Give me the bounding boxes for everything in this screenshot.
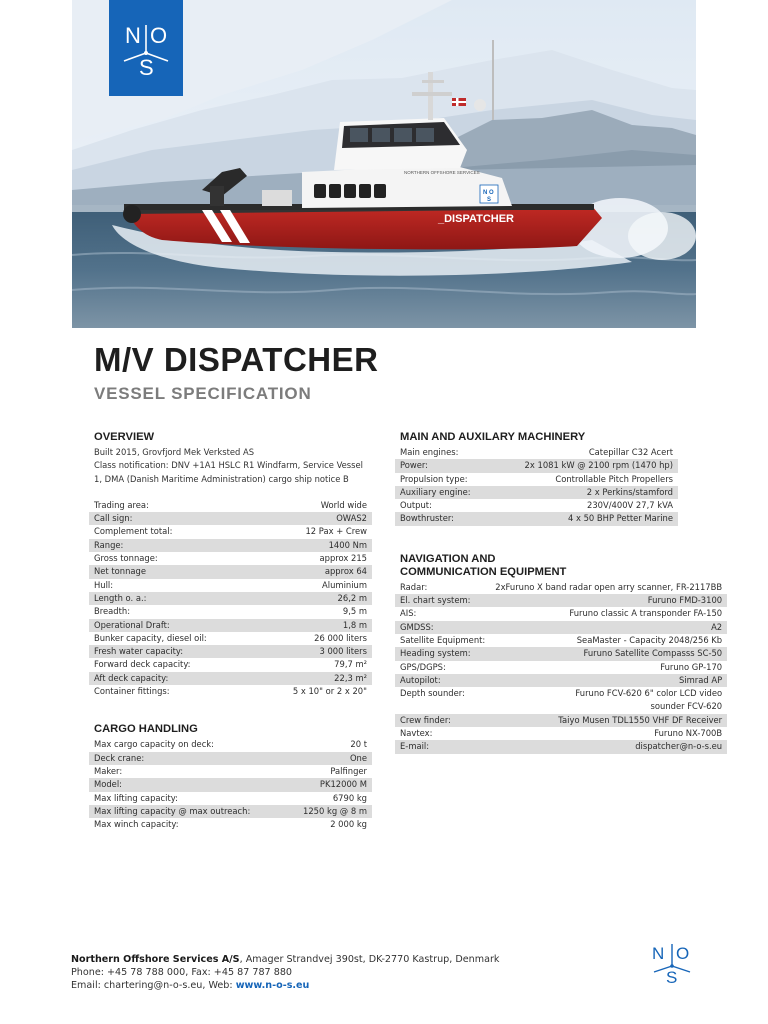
spec-value: 20 t bbox=[350, 739, 367, 750]
spec-value: PK12000 M bbox=[285, 778, 372, 791]
spec-label: Fresh water capacity: bbox=[89, 645, 257, 658]
spec-row bbox=[395, 714, 727, 727]
spec-label: Crew finder: bbox=[395, 714, 490, 727]
cabin-lettering: NORTHERN OFFSHORE SERVICES bbox=[404, 170, 480, 175]
logo-letter-s: S bbox=[139, 55, 154, 80]
spec-value: Controllable Pitch Propellers bbox=[555, 473, 673, 484]
top-logo bbox=[109, 0, 183, 96]
spec-value: Palfinger bbox=[330, 765, 367, 776]
spec-value: 26,2 m bbox=[257, 592, 372, 605]
spec-row bbox=[395, 594, 727, 607]
footer-address-line bbox=[71, 953, 631, 966]
spec-value: OWAS2 bbox=[257, 512, 372, 525]
spec-label: Hull: bbox=[94, 579, 114, 590]
spec-row bbox=[89, 552, 372, 565]
spec-value: 79,7 m² bbox=[334, 659, 367, 670]
navigation-heading-line: COMMUNICATION EQUIPMENT bbox=[400, 565, 567, 578]
spec-row bbox=[395, 687, 727, 714]
spec-row bbox=[89, 818, 372, 831]
website-link[interactable]: www.n-o-s.eu bbox=[235, 980, 310, 992]
footer-contact bbox=[71, 953, 631, 993]
company-address: , Amager Strandvej 390st, DK-2770 Kastrup, Denmark bbox=[239, 954, 500, 965]
spec-row bbox=[89, 579, 372, 592]
spec-row bbox=[89, 632, 372, 645]
spec-value: SeaMaster - Capacity 2048/256 Kb bbox=[576, 634, 723, 645]
machinery-table bbox=[395, 446, 678, 526]
spec-label: Output: bbox=[400, 500, 432, 511]
spec-row bbox=[395, 499, 678, 512]
overview-heading: OVERVIEW bbox=[94, 431, 155, 443]
spec-label: Operational Draft: bbox=[89, 619, 257, 632]
spec-label: Depth sounder: bbox=[400, 688, 465, 699]
spec-value: approx 215 bbox=[319, 553, 367, 564]
spec-label: Auxiliary engine: bbox=[395, 486, 490, 499]
spec-label: Length o. a.: bbox=[89, 592, 257, 605]
spec-label: GPS/DGPS: bbox=[400, 661, 446, 672]
spec-label: Autopilot: bbox=[395, 674, 490, 687]
spec-row bbox=[395, 727, 727, 740]
spec-value: 12 Pax + Crew bbox=[305, 526, 367, 537]
spec-value: Furuno classic A transponder FA-150 bbox=[569, 608, 723, 619]
spec-label: Gross tonnage: bbox=[94, 553, 158, 564]
spec-row bbox=[89, 512, 372, 525]
spec-row bbox=[395, 674, 727, 687]
spec-label: Breadth: bbox=[94, 606, 131, 617]
spec-row bbox=[395, 459, 678, 472]
spec-row bbox=[89, 645, 372, 658]
vessel-name: M/V DISPATCHER bbox=[94, 341, 379, 378]
spec-label: Range: bbox=[89, 539, 257, 552]
email-text: Email: chartering@n-o-s.eu, Web: bbox=[71, 980, 236, 992]
spec-value: 2 000 kg bbox=[330, 819, 367, 830]
spec-label: Bunker capacity, diesel oil: bbox=[94, 632, 207, 643]
spec-value: approx 64 bbox=[257, 565, 372, 578]
footer-phone-line: Phone: +45 78 788 000, Fax: +45 87 787 880 bbox=[71, 967, 293, 979]
spec-value: 2xFuruno X band radar open arry scanner, FR-2117BB bbox=[495, 581, 723, 592]
spec-value: Taiyo Musen TDL1550 VHF DF Receiver bbox=[490, 714, 727, 727]
spec-value: Furuno FMD-3100 bbox=[490, 594, 727, 607]
spec-label: Maker: bbox=[94, 765, 123, 776]
spec-value: Furuno FCV-620 6" color LCD video sounder FCV-620 bbox=[575, 688, 723, 712]
spec-row bbox=[89, 792, 372, 805]
spec-value: A2 bbox=[490, 621, 727, 634]
intro-line: Class notification: DNV +1A1 HSLC R1 Windfarm, Service Vessel bbox=[94, 460, 364, 471]
spec-row bbox=[89, 738, 372, 751]
footer-logo-icon bbox=[648, 940, 696, 986]
spec-value: 3 000 liters bbox=[257, 645, 372, 658]
spec-value: 2 x Perkins/stamford bbox=[490, 486, 678, 499]
spec-value: 6790 kg bbox=[332, 792, 367, 803]
spec-row bbox=[395, 661, 727, 674]
spec-label: Heading system: bbox=[395, 647, 490, 660]
company-name: Northern Offshore Services A/S bbox=[71, 954, 240, 965]
overview-intro bbox=[89, 446, 372, 486]
right-column bbox=[395, 431, 723, 754]
spec-label: Satellite Equipment: bbox=[400, 634, 486, 645]
document-subtitle: VESSEL SPECIFICATION bbox=[94, 384, 312, 403]
svg-text:S: S bbox=[487, 197, 492, 203]
spec-row bbox=[395, 473, 678, 486]
spec-row bbox=[395, 621, 727, 634]
spec-row bbox=[89, 499, 372, 512]
spec-label: GMDSS: bbox=[395, 621, 490, 634]
spec-value: Furuno NX-700B bbox=[654, 728, 723, 739]
spec-label: Main engines: bbox=[400, 447, 459, 457]
svg-text:N O: N O bbox=[483, 190, 494, 196]
spec-row bbox=[89, 525, 372, 538]
spec-row bbox=[89, 685, 372, 698]
spec-label: Container fittings: bbox=[94, 686, 170, 697]
spec-value: 22,3 m² bbox=[257, 672, 372, 685]
spec-value: 2x 1081 kW @ 2100 rpm (1470 hp) bbox=[490, 459, 678, 472]
spec-row bbox=[89, 778, 372, 791]
footer-logo-letter-s: S bbox=[666, 968, 678, 986]
spec-row bbox=[89, 658, 372, 671]
intro-line: Built 2015, Grovfjord Mek Verksted AS bbox=[94, 447, 255, 457]
spec-row bbox=[89, 805, 372, 818]
spec-row bbox=[395, 512, 678, 525]
spec-row bbox=[89, 539, 372, 552]
spec-row bbox=[89, 619, 372, 632]
logo-letter-o: O bbox=[150, 23, 168, 48]
spec-row bbox=[89, 672, 372, 685]
logo-letter-n: N bbox=[125, 23, 141, 48]
spec-value: 1250 kg @ 8 m bbox=[285, 805, 372, 818]
spec-label: Trading area: bbox=[94, 499, 149, 510]
spec-row bbox=[395, 634, 727, 647]
spec-value: One bbox=[285, 752, 372, 765]
spec-value: dispatcher@n-o-s.eu bbox=[490, 740, 727, 753]
footer-email-line bbox=[71, 979, 631, 992]
spec-row bbox=[89, 752, 372, 765]
left-column bbox=[89, 431, 372, 831]
spec-row bbox=[395, 486, 678, 499]
footer-logo-letter-o: O bbox=[676, 944, 690, 963]
spec-value: 26 000 liters bbox=[314, 632, 367, 643]
spec-label: Propulsion type: bbox=[400, 473, 468, 484]
spec-row bbox=[395, 581, 727, 594]
spec-value: World wide bbox=[320, 499, 367, 510]
hull-lettering: _DISPATCHER bbox=[438, 213, 514, 225]
spec-label: Max lifting capacity @ max outreach: bbox=[89, 805, 285, 818]
spec-label: Deck crane: bbox=[89, 752, 285, 765]
spec-label: Aft deck capacity: bbox=[89, 672, 257, 685]
spec-label: Model: bbox=[89, 778, 285, 791]
spec-row bbox=[395, 647, 727, 660]
spec-value: 1,8 m bbox=[257, 619, 372, 632]
spec-label: Complement total: bbox=[94, 526, 173, 537]
spec-label: Forward deck capacity: bbox=[94, 659, 191, 670]
spec-label: Net tonnage bbox=[89, 565, 257, 578]
spec-label: El. chart system: bbox=[395, 594, 490, 607]
spec-label: Bowthruster: bbox=[395, 512, 490, 525]
spec-value: Catepillar C32 Acert bbox=[588, 447, 673, 457]
spec-row bbox=[395, 607, 727, 620]
spec-row bbox=[395, 740, 727, 753]
navigation-heading-line: NAVIGATION AND bbox=[400, 552, 496, 565]
spec-label: Max cargo capacity on deck: bbox=[94, 739, 214, 750]
cargo-heading: CARGO HANDLING bbox=[94, 723, 198, 736]
spec-value: Aluminium bbox=[322, 579, 367, 590]
spec-label: E-mail: bbox=[395, 740, 490, 753]
spec-label: Max winch capacity: bbox=[94, 819, 179, 830]
spec-row bbox=[89, 605, 372, 618]
machinery-heading: MAIN AND AUXILARY MACHINERY bbox=[400, 431, 586, 443]
footer-logo-letter-n: N bbox=[652, 944, 665, 963]
spec-label: Call sign: bbox=[89, 512, 257, 525]
spec-value: 5 x 10" or 2 x 20" bbox=[292, 686, 367, 697]
intro-line: 1, DMA (Danish Maritime Administration) cargo ship notice B bbox=[94, 473, 349, 484]
spec-label: Max lifting capacity: bbox=[94, 792, 178, 803]
spec-row bbox=[89, 565, 372, 578]
overview-table bbox=[89, 499, 372, 698]
spec-row bbox=[89, 592, 372, 605]
spec-label: Radar: bbox=[400, 581, 428, 592]
spec-label: Navtex: bbox=[400, 728, 433, 739]
spec-label: AIS: bbox=[400, 608, 417, 619]
nos-logo-icon bbox=[116, 11, 176, 85]
spec-label: Power: bbox=[395, 459, 490, 472]
spec-row bbox=[395, 446, 678, 459]
spec-value: Furuno GP-170 bbox=[660, 661, 723, 672]
spec-value: 230V/400V 27,7 kVA bbox=[587, 500, 673, 511]
spec-value: Furuno Satellite Compasss SC-50 bbox=[490, 647, 727, 660]
spec-value: 9,5 m bbox=[342, 606, 367, 617]
navigation-table bbox=[395, 581, 727, 754]
cargo-table bbox=[89, 738, 372, 831]
navigation-heading bbox=[395, 553, 678, 579]
spec-value: 1400 Nm bbox=[257, 539, 372, 552]
spec-value: 4 x 50 BHP Petter Marine bbox=[490, 512, 678, 525]
spec-value: Simrad AP bbox=[490, 674, 727, 687]
spec-row bbox=[89, 765, 372, 778]
